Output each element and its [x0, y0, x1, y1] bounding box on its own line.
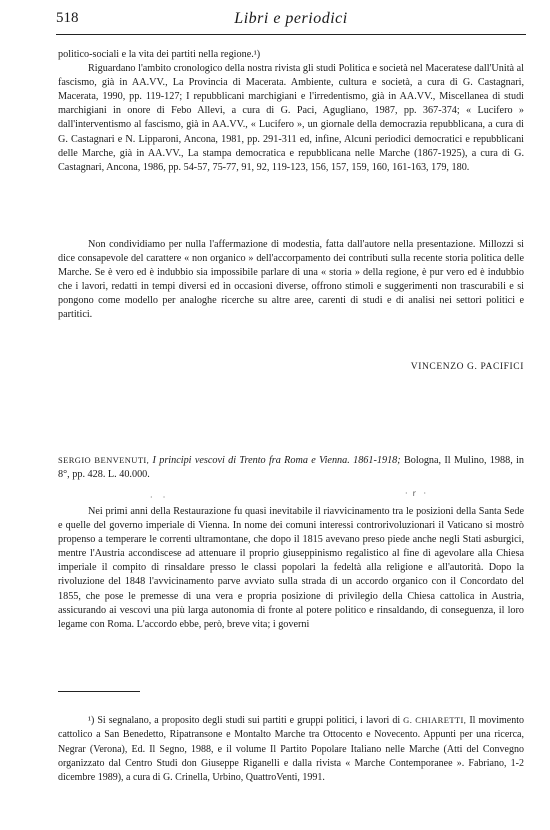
review-conclusion — [58, 238, 524, 323]
scan-speck: · · — [150, 493, 166, 502]
review-continuation — [58, 48, 524, 175]
review-publication: Bologna, Il Mulino, 1988, in 8°, pp. 428. L. 40.000. — [58, 455, 525, 481]
footnote-lead: ¹) Si segnalano, a proposito degli studi sui partiti e gruppi politici, i lavori di — [88, 715, 401, 726]
reviewer-signature: VINCENZO G. PACIFICI — [410, 362, 524, 372]
paragraph: Riguardano l'ambito cronologico della nostra rivista gli studi Politica e società nel Maceratese dall'Unità al fascismo, già in AA.VV., La Provincia di Macerata. Ambiente, cultura e società, a cura di G. Castagnari, Macerata, 1990, pp. 119-127; I repubblicani marchigiani e l'irredentismo, già in AA.VV., Miscellanea di studi marchigiani in onore di Febo Allevi, a cura di G. Paci, Agugliano, 1987, pp. 367-374; « Lucifero » dall'interventismo al fascismo, già in AA.VV., « Lucifero », un giornale della democrazia repubblicana, a cura di G. Castagnari e N. Lipparoni, Ancona, 1981, pp. 291-311 ed, infine, Alcuni periodici democratici e repubblicani delle Marche, già in AA.VV., La stampa democratica e repubblicana nelle Marche (1867-1925), a cura di G. Castagnari, Ancona, 1986, pp. 54-57, 75-77, 91, 92, 119-123, 156, 157, 159, 160, 161-163, 179, 180. — [58, 63, 524, 173]
paragraph: politico-sociali e la vita dei partiti nella regione.¹) — [58, 49, 261, 60]
review-book-title: I principi vescovi di Trento fra Roma e Vienna. 1861-1918; — [152, 455, 401, 466]
footnote-author: G. CHIARETTI, — [403, 715, 467, 725]
footnote-text: Il movimento cattolico a San Benedetto, Ripatransone e Montalto Marche tra Ottocento e Novecento. Appunti per una ricerca, Negrar (Verona), Ed. Il Segno, 1988, e il volume Il Partito Popolare Italiano nelle Marche (Atti del Convegno organizzato dal Centro Studi don Giuseppe Riganelli e dalla rivista « Marche Contemporanee ». Fabriano, 1-2 dicembre 1989), a cura di G. Crinella, Urbino, QuattroVenti, 1991. — [58, 715, 525, 784]
page-number: 518 — [56, 10, 79, 26]
page-header — [56, 10, 526, 34]
review-heading — [58, 453, 524, 482]
paragraph: Non condividiamo per nulla l'affermazione di modestia, fatta dall'autore nella presentazione. Millozzi si dice consapevole del carattere « non organico » dell'accorpamento dei contributi sulla recente storia politica delle Marche. Se è vero ed è indubbio sia impossibile parlare di una « storia » della regione, è pur vero ed è indubbio che i lavori, redatti in tempi diversi ed in occasioni diverse, offrono stimoli e suggerimenti non trascurabili e si pongono come modello per analoghe ricerche su altre aree, carenti di studi e di analisi nei settori politici e partitici. — [58, 239, 524, 321]
scan-speck: · r · — [405, 489, 427, 498]
header-rule — [56, 34, 526, 35]
paragraph: Nei primi anni della Restaurazione fu quasi inevitabile il riavvicinamento tra le posizioni della Santa Sede e quelle del governo imperiale di Vienna. In nome dei comuni interessi controrivoluzionari il Vaticano si mostrò propenso a temperare le correnti ultramontane, che dopo il 1815 avevano preso piede anche negli Stati asburgici, mentre l'Austria accondiscese ad attenuare il proprio giuseppinismo regalistico al fine di agevolare alla Chiesa imperiale il compito di rinsaldare presso le classi popolari la fedeltà alla religione e all'autorità. Dopo la rivoluzione del 1848 l'avvicinamento parve avviato sulla strada di un accordo organico con il Concordato del 1855, che pose le premesse di una vera e propria posizione di privilegio della Chiesa cattolica in Austria, assicurando ai vescovi una più larga autonomia di fronte al potere politico e rinsaldando, di conseguenza, il loro legame con Roma. L'accordo ebbe, però, breve vita; i governi — [58, 506, 524, 630]
review-author: SERGIO BENVENUTI, — [58, 455, 150, 465]
footnote — [58, 713, 524, 785]
review-body — [58, 505, 524, 632]
footnote-rule — [58, 691, 140, 692]
running-title: Libri e periodici — [234, 10, 348, 27]
